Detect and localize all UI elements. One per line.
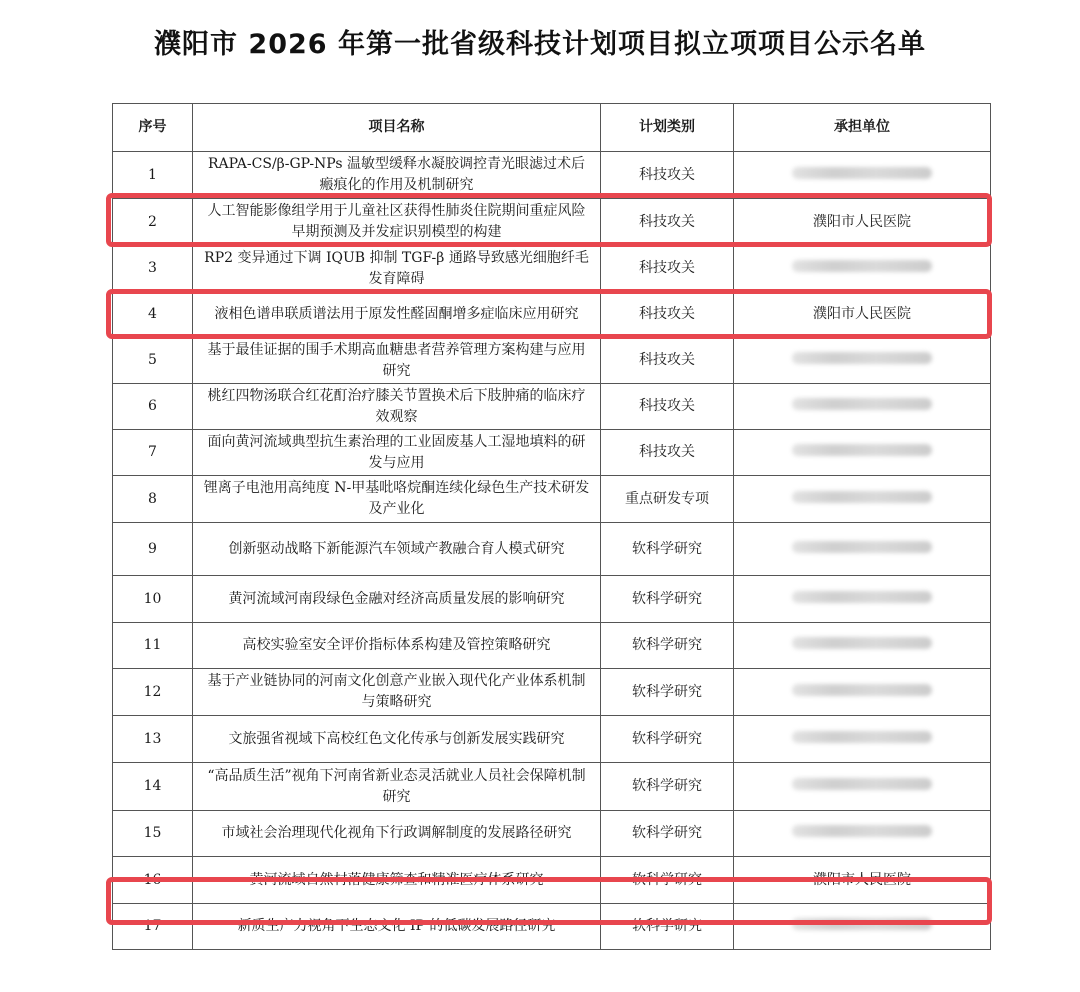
table-row (113, 152, 991, 199)
cell-category: 重点研发专项 (601, 476, 734, 523)
cell-name: 文旅强省视域下高校红色文化传承与创新发展实践研究 (193, 716, 601, 763)
redacted-unit (792, 352, 932, 364)
cell-category: 软科学研究 (601, 811, 734, 857)
cell-name: 黄河流域自然村落健康筛查和精准医疗体系研究 (193, 857, 601, 904)
cell-category: 科技攻关 (601, 292, 734, 338)
header-unit: 承担单位 (734, 104, 991, 152)
cell-category: 科技攻关 (601, 430, 734, 476)
table-row (113, 669, 991, 716)
cell-unit (734, 430, 991, 476)
redacted-unit (792, 731, 932, 743)
table-row (113, 811, 991, 857)
cell-unit: 濮阳市人民医院 (734, 292, 991, 338)
cell-category: 科技攻关 (601, 384, 734, 430)
cell-name: 人工智能影像组学用于儿童社区获得性肺炎住院期间重症风险早期预测及并发症识别模型的构建 (193, 199, 601, 246)
cell-no: 12 (113, 669, 193, 716)
cell-category: 软科学研究 (601, 576, 734, 623)
cell-no: 11 (113, 623, 193, 669)
project-table (112, 103, 991, 950)
cell-category: 软科学研究 (601, 716, 734, 763)
cell-no: 5 (113, 338, 193, 384)
cell-unit: 濮阳市人民医院 (734, 199, 991, 246)
table-row (113, 338, 991, 384)
redacted-unit (792, 684, 932, 696)
cell-unit (734, 904, 991, 950)
cell-unit (734, 338, 991, 384)
table-row (113, 292, 991, 338)
cell-category: 科技攻关 (601, 246, 734, 292)
table-body (113, 152, 991, 950)
table-row (113, 904, 991, 950)
cell-name: 高校实验室安全评价指标体系构建及管控策略研究 (193, 623, 601, 669)
cell-category: 软科学研究 (601, 523, 734, 576)
redacted-unit (792, 778, 932, 790)
cell-name: 面向黄河流域典型抗生素治理的工业固废基人工湿地填料的研发与应用 (193, 430, 601, 476)
cell-category: 软科学研究 (601, 623, 734, 669)
cell-name: RP2 变异通过下调 IQUB 抑制 TGF-β 通路导致感光细胞纤毛发育障碍 (193, 246, 601, 292)
table-row (113, 246, 991, 292)
cell-unit (734, 763, 991, 811)
redacted-unit (792, 167, 932, 179)
cell-category: 软科学研究 (601, 904, 734, 950)
redacted-unit (792, 637, 932, 649)
cell-unit (734, 476, 991, 523)
cell-name: 黄河流域河南段绿色金融对经济高质量发展的影响研究 (193, 576, 601, 623)
cell-name: 基于最佳证据的围手术期高血糖患者营养管理方案构建与应用研究 (193, 338, 601, 384)
redacted-unit (792, 918, 932, 930)
cell-unit (734, 669, 991, 716)
cell-unit (734, 811, 991, 857)
table-header-row (113, 104, 991, 152)
cell-unit (734, 716, 991, 763)
table-row (113, 576, 991, 623)
redacted-unit (792, 398, 932, 410)
cell-unit (734, 576, 991, 623)
cell-name: 桃红四物汤联合红花酊治疗膝关节置换术后下肢肿痛的临床疗效观察 (193, 384, 601, 430)
table-row (113, 430, 991, 476)
cell-no: 13 (113, 716, 193, 763)
cell-name: 液相色谱串联质谱法用于原发性醛固酮增多症临床应用研究 (193, 292, 601, 338)
cell-no: 7 (113, 430, 193, 476)
cell-no: 3 (113, 246, 193, 292)
cell-category: 科技攻关 (601, 338, 734, 384)
cell-no: 9 (113, 523, 193, 576)
cell-no: 14 (113, 763, 193, 811)
header-no: 序号 (113, 104, 193, 152)
redacted-unit (792, 591, 932, 603)
cell-no: 8 (113, 476, 193, 523)
cell-name: 基于产业链协同的河南文化创意产业嵌入现代化产业体系机制与策略研究 (193, 669, 601, 716)
cell-category: 软科学研究 (601, 669, 734, 716)
cell-name: 锂离子电池用高纯度 N-甲基吡咯烷酮连续化绿色生产技术研发及产业化 (193, 476, 601, 523)
table-row (113, 857, 991, 904)
cell-name: 创新驱动战略下新能源汽车领域产教融合育人模式研究 (193, 523, 601, 576)
cell-name: 市域社会治理现代化视角下行政调解制度的发展路径研究 (193, 811, 601, 857)
table-row (113, 384, 991, 430)
table-row (113, 523, 991, 576)
redacted-unit (792, 825, 932, 837)
cell-unit (734, 152, 991, 199)
cell-no: 16 (113, 857, 193, 904)
redacted-unit (792, 491, 932, 503)
table-row (113, 476, 991, 523)
cell-unit (734, 623, 991, 669)
cell-no: 10 (113, 576, 193, 623)
cell-unit (734, 384, 991, 430)
cell-name: RAPA-CS/β-GP-NPs 温敏型缓释水凝胶调控青光眼滤过术后瘢痕化的作用及机制研究 (193, 152, 601, 199)
header-category: 计划类别 (601, 104, 734, 152)
cell-no: 2 (113, 199, 193, 246)
cell-no: 1 (113, 152, 193, 199)
table-row (113, 623, 991, 669)
cell-unit (734, 523, 991, 576)
redacted-unit (792, 444, 932, 456)
redacted-unit (792, 260, 932, 272)
table-row (113, 716, 991, 763)
table-row (113, 763, 991, 811)
cell-name: 新质生产力视角下生态文化 IP 的低碳发展路径研究 (193, 904, 601, 950)
cell-unit (734, 246, 991, 292)
cell-no: 15 (113, 811, 193, 857)
cell-category: 科技攻关 (601, 152, 734, 199)
page-title: 濮阳市 2026 年第一批省级科技计划项目拟立项项目公示名单 (154, 29, 926, 60)
cell-no: 17 (113, 904, 193, 950)
header-name: 项目名称 (193, 104, 601, 152)
cell-category: 科技攻关 (601, 199, 734, 246)
cell-unit: 濮阳市人民医院 (734, 857, 991, 904)
cell-category: 软科学研究 (601, 857, 734, 904)
redacted-unit (792, 541, 932, 553)
cell-category: 软科学研究 (601, 763, 734, 811)
table-row (113, 199, 991, 246)
cell-no: 4 (113, 292, 193, 338)
cell-no: 6 (113, 384, 193, 430)
cell-name: “高品质生活”视角下河南省新业态灵活就业人员社会保障机制研究 (193, 763, 601, 811)
